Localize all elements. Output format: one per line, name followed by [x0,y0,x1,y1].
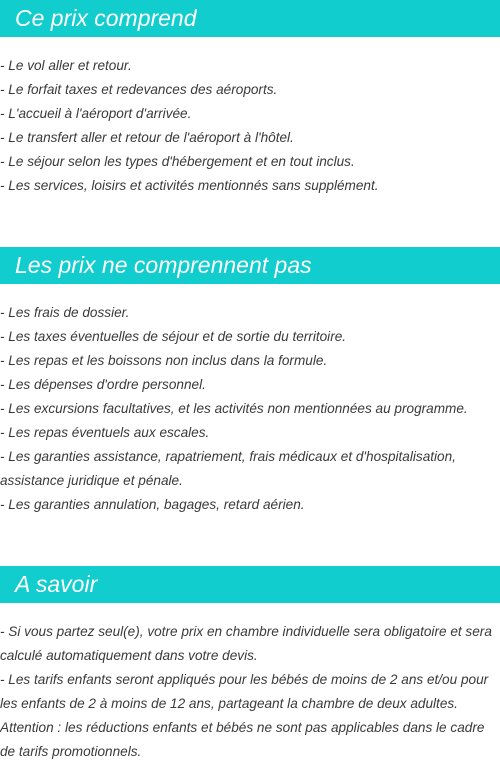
list-item: Attention : les réductions enfants et bébés ne sont pas applicables dans le cadre de tarifs promotionnels. [0,720,485,759]
list-item: - Les excursions facultatives, et les activités non mentionnées au programme. [0,401,468,416]
list-item: - Le séjour selon les types d'hébergement et en tout inclus. [0,154,355,169]
list-item: - Le transfert aller et retour de l'aéroport à l'hôtel. [0,130,294,145]
list-item: - Les taxes éventuelles de séjour et de sortie du territoire. [0,329,347,344]
list-item: - Les garanties assistance, rapatriement, frais médicaux et d'hospitalisation, assistance juridique et pénale. [0,449,456,488]
list-item: - Les services, loisirs et activités mentionnés sans supplément. [0,178,379,193]
section-title-good-to-know: A savoir [0,566,500,603]
section-title-price-excludes: Les prix ne comprennent pas [0,247,500,284]
list-item: - Si vous partez seul(e), votre prix en chambre individuelle sera obligatoire et sera calculé automatiquement dans votre devis. [0,624,492,663]
list-item: - Les tarifs enfants seront appliqués pour les bébés de moins de 2 ans et/ou pour les enfants de 2 à moins de 12 ans, partageant la chambre de deux adultes. [0,672,489,711]
price-includes-list [0,54,500,198]
list-item: - Les garanties annulation, bagages, retard aérien. [0,497,305,512]
list-item: - Le vol aller et retour. [0,58,132,73]
list-item: - Les dépenses d'ordre personnel. [0,377,206,392]
good-to-know-list [0,620,500,764]
list-item: - L'accueil à l'aéroport d'arrivée. [0,106,192,121]
list-item: - Les frais de dossier. [0,305,130,320]
list-item: - Le forfait taxes et redevances des aéroports. [0,82,278,97]
price-excludes-list [0,301,500,517]
list-item: - Les repas et les boissons non inclus dans la formule. [0,353,328,368]
section-title-price-includes: Ce prix comprend [0,0,500,37]
list-item: - Les repas éventuels aux escales. [0,425,210,440]
